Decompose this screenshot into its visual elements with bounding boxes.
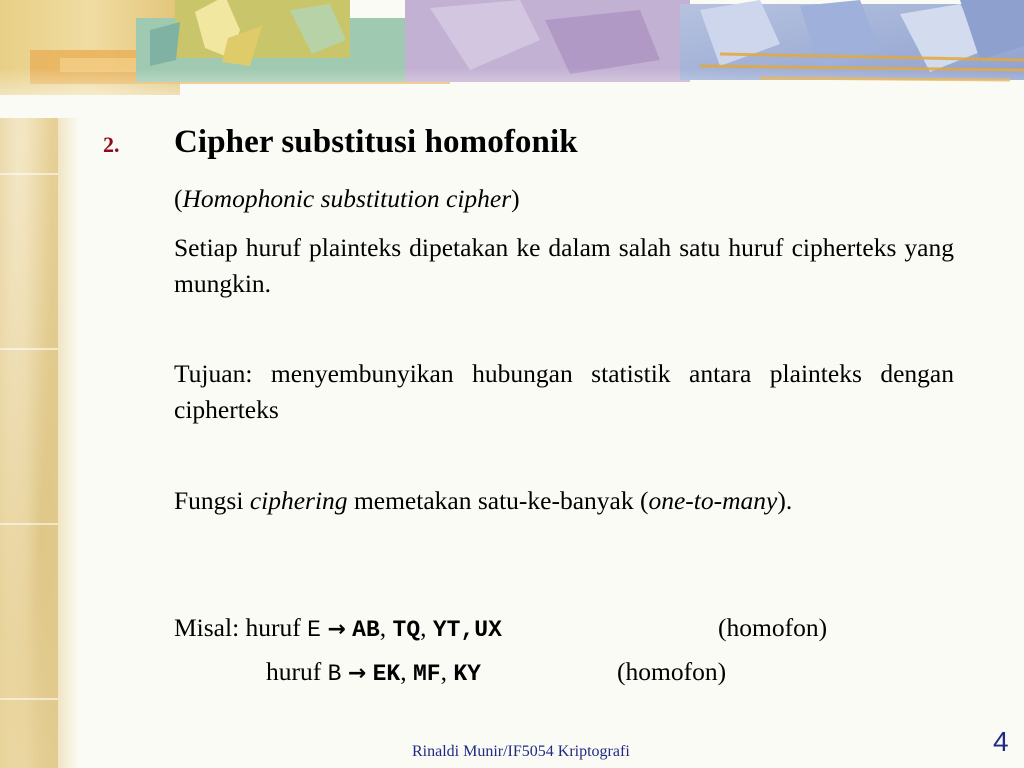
leaf-collage-banner bbox=[0, 0, 1024, 118]
arrow-icon: → bbox=[327, 617, 346, 642]
cipher-code: MF bbox=[412, 661, 441, 687]
list-item-number: 2. bbox=[103, 132, 120, 157]
paragraph-purpose: Tujuan: menyembunyikan hubungan statistik antara plainteks dengan cipherteks bbox=[174, 359, 954, 424]
paragraph-definition: Setiap huruf plainteks dipetakan ke dalam salah satu huruf cipherteks yang mungkin. bbox=[174, 233, 954, 298]
page-number: 4 bbox=[993, 726, 1009, 757]
homofon-note: (homofon) bbox=[617, 657, 727, 686]
footer-credit: Rinaldi Munir/IF5054 Kriptografi bbox=[412, 743, 630, 760]
example-line-b: huruf B → EK, MF, KY bbox=[266, 657, 481, 687]
subtitle: (Homophonic substitution cipher) bbox=[174, 184, 520, 213]
cipher-code: EK bbox=[372, 661, 401, 687]
homofon-note: (homofon) bbox=[718, 613, 828, 642]
cipher-code: KY bbox=[453, 661, 481, 687]
example-line-e: Misal: huruf E → AB, TQ, YT,UX bbox=[174, 613, 502, 643]
slide-title: Cipher substitusi homofonik bbox=[174, 124, 578, 160]
cipher-code: AB bbox=[352, 617, 380, 643]
plain-letter: E bbox=[307, 617, 321, 643]
cipher-code: YT,UX bbox=[432, 617, 502, 643]
subtitle-italic: Homophonic substitution cipher bbox=[182, 184, 512, 213]
paragraph-function: Fungsi ciphering memetakan satu-ke-banyak (one-to-many). bbox=[174, 486, 793, 515]
cipher-code: TQ bbox=[392, 617, 421, 643]
arrow-icon: → bbox=[347, 661, 367, 686]
plain-letter: B bbox=[327, 661, 342, 687]
